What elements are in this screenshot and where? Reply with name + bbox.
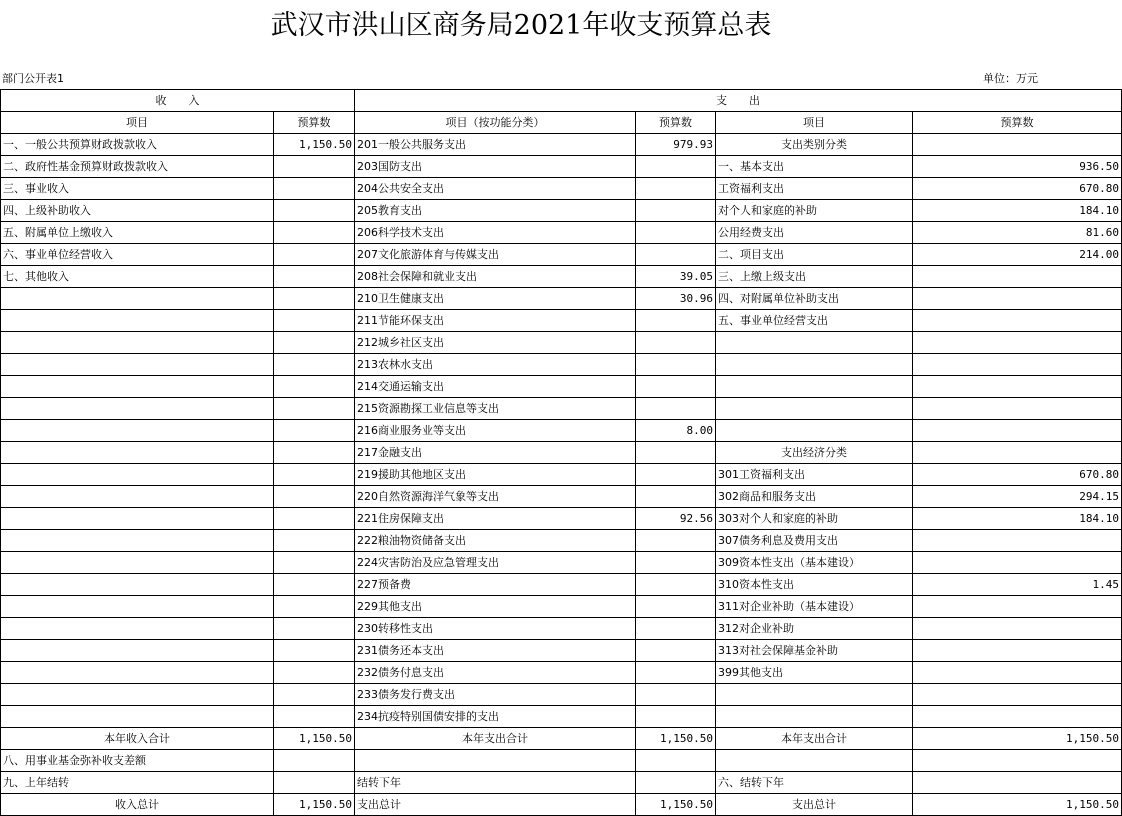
table-row [1,728,1122,750]
expense-budget-cell: 214.00 [913,244,1122,266]
income-item-cell: 八、用事业基金弥补收支差额 [1,750,274,772]
func-budget-cell: 8.00 [636,420,716,442]
func-item-cell: 221住房保障支出 [355,508,636,530]
income-budget-cell [274,310,355,332]
expense-item-cell: 对个人和家庭的补助 [716,200,913,222]
func-item-cell: 203国防支出 [355,156,636,178]
expense-item-cell: 四、对附属单位补助支出 [716,288,913,310]
income-item-cell [1,442,274,464]
expense-item-cell: 307债务利息及费用支出 [716,530,913,552]
table-row [1,530,1122,552]
table-row [1,706,1122,728]
income-budget-cell [274,486,355,508]
income-budget-cell [274,618,355,640]
income-budget-cell [274,574,355,596]
table-row [1,442,1122,464]
expense-budget-cell: 1.45 [913,574,1122,596]
expense-budget-cell [913,618,1122,640]
table-row [1,508,1122,530]
expense-budget-cell: 936.50 [913,156,1122,178]
func-item-cell: 214交通运输支出 [355,376,636,398]
table-row [1,156,1122,178]
income-budget-cell [274,156,355,178]
income-budget-cell [274,244,355,266]
expense-item-cell [716,332,913,354]
func-item-cell: 219援助其他地区支出 [355,464,636,486]
func-budget-cell [636,486,716,508]
expense-item-cell: 310资本性支出 [716,574,913,596]
income-budget-cell [274,750,355,772]
func-budget-cell [636,222,716,244]
table-row [1,420,1122,442]
expense-item-cell: 302商品和服务支出 [716,486,913,508]
expense-item-cell: 支出类别分类 [716,134,913,156]
expense-budget-cell: 294.15 [913,486,1122,508]
income-budget-cell [274,398,355,420]
income-budget-cell: 1,150.50 [274,728,355,750]
income-item-cell [1,420,274,442]
income-budget-cell: 1,150.50 [274,794,355,816]
func-item-cell: 216商业服务业等支出 [355,420,636,442]
func-budget-cell [636,178,716,200]
table-row [1,288,1122,310]
expense-item-cell: 313对社会保障基金补助 [716,640,913,662]
func-budget-cell: 30.96 [636,288,716,310]
expense-item-cell: 399其他支出 [716,662,913,684]
expense-item-cell [716,354,913,376]
expense-budget-cell [913,684,1122,706]
income-item-cell: 六、事业单位经营收入 [1,244,274,266]
expense-item-cell: 本年支出合计 [716,728,913,750]
income-budget-cell [274,178,355,200]
func-item-cell: 本年支出合计 [355,728,636,750]
income-item-cell [1,640,274,662]
income-item-cell [1,332,274,354]
func-item-cell: 233债务发行费支出 [355,684,636,706]
income-item-cell [1,464,274,486]
func-item-cell: 232债务付息支出 [355,662,636,684]
col-header-expense-budget: 预算数 [913,112,1122,134]
table-row [1,310,1122,332]
table-row [1,662,1122,684]
unit-label: 单位：万元 [983,72,1038,85]
func-item-cell: 224灾害防治及应急管理支出 [355,552,636,574]
expense-budget-cell [913,354,1122,376]
func-budget-cell [636,750,716,772]
expense-budget-cell: 184.10 [913,508,1122,530]
func-item-cell: 201一般公共服务支出 [355,134,636,156]
income-budget-cell [274,772,355,794]
func-item-cell: 234抗疫特别国债安排的支出 [355,706,636,728]
expense-section-header: 支 出 [355,90,1122,112]
table-row [1,244,1122,266]
expense-item-cell [716,376,913,398]
income-budget-cell [274,442,355,464]
expense-budget-cell [913,288,1122,310]
col-header-income-budget: 预算数 [274,112,355,134]
func-budget-cell [636,398,716,420]
func-item-cell: 222粮油物资储备支出 [355,530,636,552]
income-budget-cell [274,706,355,728]
expense-item-cell: 支出经济分类 [716,442,913,464]
income-item-cell [1,398,274,420]
col-header-expense-item: 项目 [716,112,913,134]
func-budget-cell [636,772,716,794]
func-item-cell: 231债务还本支出 [355,640,636,662]
expense-item-cell: 一、基本支出 [716,156,913,178]
expense-budget-cell [913,442,1122,464]
func-item-cell: 208社会保障和就业支出 [355,266,636,288]
column-header-row [1,112,1122,134]
income-budget-cell [274,640,355,662]
expense-item-cell [716,706,913,728]
func-budget-cell [636,662,716,684]
income-budget-cell [274,200,355,222]
table-row [1,398,1122,420]
income-item-cell [1,376,274,398]
expense-item-cell [716,420,913,442]
expense-budget-cell [913,310,1122,332]
func-budget-cell [636,442,716,464]
func-budget-cell [636,376,716,398]
income-item-cell [1,574,274,596]
income-budget-cell [274,464,355,486]
income-item-cell: 一、一般公共预算财政拨款收入 [1,134,274,156]
income-budget-cell: 1,150.50 [274,134,355,156]
income-budget-cell [274,222,355,244]
func-item-cell: 217金融支出 [355,442,636,464]
col-header-income-item: 项目 [1,112,274,134]
income-item-cell [1,310,274,332]
func-item-cell: 204公共安全支出 [355,178,636,200]
table-row [1,200,1122,222]
table-row [1,640,1122,662]
func-budget-cell [636,156,716,178]
table-number: 部门公开表1 [2,72,64,85]
income-item-cell [1,530,274,552]
expense-budget-cell: 670.80 [913,178,1122,200]
expense-item-cell: 六、结转下年 [716,772,913,794]
expense-budget-cell [913,420,1122,442]
expense-item-cell: 工资福利支出 [716,178,913,200]
income-item-cell: 四、上级补助收入 [1,200,274,222]
table-row [1,354,1122,376]
income-item-cell [1,552,274,574]
income-budget-cell [274,332,355,354]
expense-item-cell: 三、上缴上级支出 [716,266,913,288]
income-budget-cell [274,684,355,706]
func-budget-cell: 979.93 [636,134,716,156]
func-budget-cell [636,596,716,618]
expense-budget-cell [913,266,1122,288]
expense-budget-cell [913,706,1122,728]
income-item-cell [1,508,274,530]
expense-item-cell: 五、事业单位经营支出 [716,310,913,332]
func-budget-cell [636,684,716,706]
table-row [1,464,1122,486]
table-row [1,332,1122,354]
income-item-cell: 五、附属单位上缴收入 [1,222,274,244]
income-item-cell [1,486,274,508]
expense-item-cell: 311对企业补助（基本建设） [716,596,913,618]
income-item-cell [1,618,274,640]
table-row [1,178,1122,200]
table-row [1,750,1122,772]
func-item-cell: 结转下年 [355,772,636,794]
func-budget-cell [636,706,716,728]
income-budget-cell [274,596,355,618]
income-item-cell: 二、政府性基金预算财政拨款收入 [1,156,274,178]
expense-item-cell: 二、项目支出 [716,244,913,266]
income-item-cell [1,354,274,376]
income-budget-cell [274,266,355,288]
expense-item-cell [716,684,913,706]
func-item-cell: 206科学技术支出 [355,222,636,244]
col-header-func-budget: 预算数 [636,112,716,134]
func-budget-cell: 39.05 [636,266,716,288]
expense-budget-cell: 670.80 [913,464,1122,486]
income-section-header: 收 入 [1,90,355,112]
table-row [1,376,1122,398]
func-budget-cell: 1,150.50 [636,794,716,816]
expense-budget-cell [913,552,1122,574]
func-item-cell: 220自然资源海洋气象等支出 [355,486,636,508]
func-budget-cell [636,464,716,486]
col-header-func-item: 项目（按功能分类） [355,112,636,134]
income-budget-cell [274,508,355,530]
func-budget-cell: 1,150.50 [636,728,716,750]
table-row [1,684,1122,706]
table-row [1,772,1122,794]
func-budget-cell [636,530,716,552]
func-item-cell: 215资源勘探工业信息等支出 [355,398,636,420]
income-budget-cell [274,354,355,376]
expense-budget-cell [913,772,1122,794]
expense-item-cell: 301工资福利支出 [716,464,913,486]
expense-budget-cell [913,530,1122,552]
table-row [1,134,1122,156]
func-budget-cell [636,332,716,354]
expense-budget-cell [913,596,1122,618]
income-item-cell: 本年收入合计 [1,728,274,750]
income-item-cell [1,596,274,618]
income-budget-cell [274,288,355,310]
func-budget-cell [636,354,716,376]
income-budget-cell [274,552,355,574]
income-item-cell: 三、事业收入 [1,178,274,200]
func-item-cell: 212城乡社区支出 [355,332,636,354]
func-budget-cell [636,574,716,596]
income-item-cell [1,288,274,310]
func-item-cell: 支出总计 [355,794,636,816]
budget-table-body [1,90,1122,816]
func-item-cell: 205教育支出 [355,200,636,222]
func-item-cell: 230转移性支出 [355,618,636,640]
func-item-cell: 211节能环保支出 [355,310,636,332]
func-item-cell: 207文化旅游体育与传媒支出 [355,244,636,266]
expense-item-cell: 312对企业补助 [716,618,913,640]
page-title: 武汉市洪山区商务局2021年收支预算总表 [270,10,772,41]
expense-budget-cell [913,332,1122,354]
func-budget-cell [636,552,716,574]
func-budget-cell [636,618,716,640]
table-row [1,596,1122,618]
func-budget-cell [636,640,716,662]
table-row [1,266,1122,288]
func-item-cell: 229其他支出 [355,596,636,618]
expense-item-cell: 支出总计 [716,794,913,816]
expense-budget-cell [913,662,1122,684]
func-item-cell: 227预备费 [355,574,636,596]
income-item-cell: 七、其他收入 [1,266,274,288]
expense-budget-cell [913,376,1122,398]
func-item-cell: 210卫生健康支出 [355,288,636,310]
table-row [1,794,1122,816]
func-item-cell [355,750,636,772]
table-row [1,618,1122,640]
budget-table [0,89,1122,816]
income-item-cell [1,684,274,706]
expense-item-cell: 公用经费支出 [716,222,913,244]
expense-budget-cell: 81.60 [913,222,1122,244]
income-item-cell: 收入总计 [1,794,274,816]
expense-budget-cell: 1,150.50 [913,794,1122,816]
section-header-row [1,90,1122,112]
table-row [1,222,1122,244]
func-budget-cell [636,244,716,266]
income-item-cell: 九、上年结转 [1,772,274,794]
expense-item-cell [716,750,913,772]
expense-budget-cell: 184.10 [913,200,1122,222]
income-budget-cell [274,376,355,398]
table-row [1,574,1122,596]
income-budget-cell [274,662,355,684]
income-budget-cell [274,420,355,442]
income-item-cell [1,662,274,684]
expense-item-cell: 309资本性支出（基本建设） [716,552,913,574]
expense-item-cell: 303对个人和家庭的补助 [716,508,913,530]
table-row [1,552,1122,574]
expense-budget-cell: 1,150.50 [913,728,1122,750]
expense-budget-cell [913,640,1122,662]
expense-budget-cell [913,134,1122,156]
func-budget-cell [636,200,716,222]
table-row [1,486,1122,508]
func-budget-cell [636,310,716,332]
func-budget-cell: 92.56 [636,508,716,530]
income-budget-cell [274,530,355,552]
expense-budget-cell [913,750,1122,772]
func-item-cell: 213农林水支出 [355,354,636,376]
expense-budget-cell [913,398,1122,420]
income-item-cell [1,706,274,728]
expense-item-cell [716,398,913,420]
